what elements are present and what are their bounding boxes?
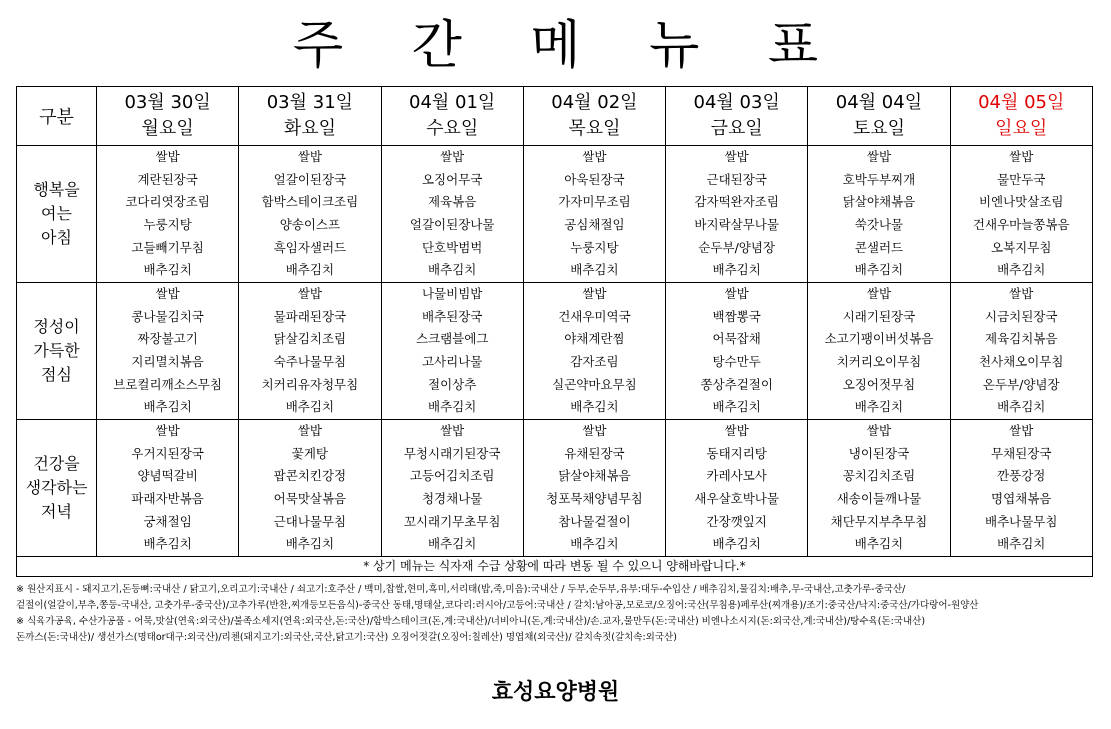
page-title: 주 간 메 뉴 표: [292, 16, 845, 76]
menu-item: 쌀밥: [155, 286, 180, 302]
menu-item: 온두부/양념장: [982, 376, 1060, 392]
menu-item: 쌀밥: [155, 149, 180, 165]
menu-item: 깐풍강정: [997, 468, 1046, 484]
menu-item: 배추김치: [428, 536, 477, 552]
menu-item: 동태지리탕: [706, 445, 767, 461]
menu-item: 쌀밥: [866, 423, 892, 439]
day-header: [666, 87, 808, 146]
menu-item: 파래자반볶음: [131, 491, 204, 506]
menu-item: 무채된장국: [991, 445, 1052, 461]
day-header: [808, 87, 950, 146]
menu-item: 고들빼기무침: [131, 239, 204, 255]
menu-item: 오징어무국: [421, 171, 483, 187]
menu-item: 얼갈이된장국: [273, 171, 347, 187]
day-date: 04월 04일: [835, 92, 923, 113]
menu-item: 천사채오이무침: [978, 354, 1064, 369]
menu-item: 청포묵채양념무침: [546, 491, 643, 506]
day-weekday: 월요일: [141, 118, 194, 139]
menu-item: 명엽채볶음: [991, 491, 1052, 506]
day-weekday: 금요일: [710, 118, 763, 139]
menu-item: 간장깻잎지: [706, 513, 767, 529]
menu-item: 지리멸치볶음: [131, 354, 204, 369]
menu-item: 쑥갓나물: [854, 217, 904, 232]
menu-cell: [808, 146, 950, 283]
menu-item: 꼬시래기무초무침: [403, 513, 501, 529]
menu-item: 참나물겉절이: [558, 513, 631, 529]
menu-cell: [97, 146, 239, 283]
meal-row: [17, 420, 1093, 557]
menu-cell: [523, 420, 665, 557]
menu-item: 아욱된장국: [564, 171, 625, 187]
menu-item: 소고기팽이버섯볶음: [824, 331, 934, 347]
origin-notes: [16, 582, 1092, 646]
menu-item: 절이상추: [428, 376, 477, 392]
menu-item: 배추김치: [143, 399, 192, 415]
origin-line: ※ 원산지표시 - 돼지고기,돈등뼈:국내산 / 닭고기,오리고기:국내산 / 쇠고기:호주산 / 백미,찹쌀,현미,흑미,서리태(밥,죽,미음):국내산 / 두부,순두부,유부:대두-수입산 / 배추김치,물김치:배추,무-국내산,고춧가루-중국산/: [16, 584, 906, 595]
menu-item: 근대된장국: [706, 171, 767, 187]
menu-item: 쌀밥: [582, 149, 607, 165]
menu-item: 쌀밥: [297, 423, 322, 439]
menu-item: 스크램블에그: [415, 331, 489, 347]
menu-cell: [97, 420, 239, 557]
menu-cell: [381, 283, 523, 420]
menu-item: 건새우마늘쫑볶음: [972, 217, 1070, 232]
menu-item: 청경채나물: [421, 491, 483, 506]
menu-item: 쌀밥: [297, 149, 322, 165]
menu-item: 새우살호박나물: [694, 491, 779, 506]
menu-item: 배추김치: [570, 399, 619, 415]
menu-item: 호박두부찌개: [842, 171, 916, 187]
meal-label-line: 아침: [41, 228, 72, 247]
menu-item: 유채된장국: [564, 445, 625, 461]
menu-item: 쌀밥: [155, 423, 180, 439]
menu-item: 배추김치: [712, 399, 761, 415]
meal-label-line: 정성이: [33, 317, 80, 336]
day-date: 04월 03일: [693, 92, 780, 113]
weekly-menu-table: [16, 86, 1093, 577]
notice-text: * 상기 메뉴는 식자재 수급 상황에 따라 변동 될 수 있으니 양해바랍니다.*: [17, 557, 1093, 577]
meal-label-line: 행복을: [33, 180, 80, 199]
menu-cell: [523, 146, 665, 283]
meal-label: [17, 283, 97, 420]
menu-item: 얼갈이된장나물: [409, 217, 495, 232]
menu-item: 공심채절임: [564, 217, 625, 232]
menu-item: 쌀밥: [582, 423, 607, 439]
menu-item: 탕수만두: [712, 354, 761, 369]
day-date: 04월 05일: [978, 92, 1065, 113]
menu-item: 쌀밥: [724, 149, 749, 165]
menu-item: 쌀밥: [866, 286, 892, 302]
menu-item: 짜장불고기: [137, 331, 198, 347]
day-weekday: 화요일: [283, 118, 336, 139]
menu-item: 함박스테이크조림: [261, 194, 359, 210]
menu-item: 비엔나맛살조림: [978, 194, 1064, 210]
menu-item: 배추나물무침: [985, 513, 1058, 529]
menu-item: 제육볶음: [428, 194, 477, 210]
menu-item: 치커리오이무침: [836, 354, 922, 369]
day-weekday: 수요일: [426, 118, 479, 139]
menu-cell: [950, 420, 1092, 557]
day-header: [97, 87, 239, 146]
day-header: [381, 87, 523, 146]
menu-item: 채단무지부추무침: [830, 513, 928, 529]
menu-item: 배추김치: [143, 536, 192, 552]
day-date: 04월 02일: [551, 92, 638, 113]
menu-cell: [381, 146, 523, 283]
menu-item: 카레사모사: [706, 468, 767, 484]
menu-item: 쫑상추겉절이: [700, 376, 773, 392]
menu-item: 나물비빔밥: [421, 286, 483, 302]
menu-item: 오징어젓무침: [842, 376, 916, 392]
menu-item: 배추된장국: [421, 308, 483, 324]
menu-item: 양송이스프: [279, 217, 341, 232]
menu-item: 배추김치: [854, 399, 904, 415]
menu-item: 쌀밥: [440, 149, 465, 165]
menu-item: 단호박범벅: [421, 239, 483, 255]
menu-item: 고등어김치조림: [409, 468, 495, 484]
menu-item: 궁채절임: [143, 513, 192, 529]
menu-item: 배추김치: [285, 536, 335, 552]
menu-item: 배추김치: [570, 536, 619, 552]
menu-item: 배추김치: [428, 262, 477, 278]
menu-item: 쌀밥: [1009, 149, 1034, 165]
menu-item: 쌀밥: [866, 149, 892, 165]
origin-line: ※ 식육가공육, 수산가공품 - 어묵,맛살(연육:외국산)/불족소세지(연육:외국산,돈:국산)/함박스테이크(돈,계:국내산)/너비아니(돈,계:국내산)/손.교자,물만두(돈:국내산) 비엔나소시지(돈:외국산,계:국내산)/탕수육(돈:국내산): [16, 616, 926, 627]
day-weekday: 목요일: [568, 118, 621, 139]
menu-item: 닭살김치조림: [273, 331, 347, 347]
menu-item: 무청시래기된장국: [403, 445, 501, 461]
menu-item: 배추김치: [143, 262, 192, 278]
menu-cell: [523, 283, 665, 420]
meal-label-line: 생각하는: [25, 478, 88, 497]
menu-item: 흑임자샐러드: [273, 239, 347, 255]
origin-line: 돈까스(돈:국내산)/ 생선가스(명태or대구:외국산)/리첸(돼지고기:외국산,국산,닭고기:국산) 오징어젓갈(오징어:칠레산) 명엽채(외국산)/ 갈치속젓(갈치속:외국산): [16, 632, 677, 643]
meal-row: [17, 146, 1093, 283]
menu-cell: [666, 420, 808, 557]
menu-item: 배추김치: [285, 262, 335, 278]
day-date: 04월 01일: [409, 92, 496, 113]
menu-item: 배추김치: [854, 536, 904, 552]
menu-item: 백짬뽕국: [712, 308, 761, 324]
menu-item: 오복지무침: [991, 239, 1052, 255]
menu-item: 새송이들깨나물: [836, 491, 922, 506]
menu-item: 계란된장국: [137, 171, 198, 187]
menu-item: 치커리유자청무침: [261, 376, 359, 392]
menu-item: 양념떡갈비: [137, 468, 198, 484]
origin-line: 겉절이(얼갈이,부추,쫑등-국내산, 고춧가루-중국산)/고추가루(반찬,찌개등모든음식)-중국산 동태,명태살,코다리:러시아/고등어:국내산 / 갈치:남아공,모로코/오징어:국산(무침용)페루산(찌개용)/조기:중국산/낙지:중국산/가다랑어-원양산: [16, 600, 979, 611]
menu-item: 배추김치: [712, 262, 761, 278]
menu-item: 배추김치: [997, 262, 1046, 278]
menu-item: 냉이된장국: [848, 445, 910, 461]
hospital-name: 효성요양병원: [491, 680, 620, 705]
menu-item: 숙주나물무침: [273, 354, 347, 369]
menu-item: 누룽지탕: [143, 217, 192, 232]
day-date: 03월 30일: [124, 92, 211, 113]
menu-item: 콘샐러드: [854, 239, 904, 255]
menu-cell: [239, 420, 381, 557]
menu-item: 팝콘치킨강정: [273, 468, 347, 484]
menu-item: 쌀밥: [297, 286, 322, 302]
meal-label-line: 건강을: [33, 454, 80, 473]
menu-cell: [97, 283, 239, 420]
menu-item: 쌀밥: [440, 423, 465, 439]
menu-cell: [808, 283, 950, 420]
day-header: [239, 87, 381, 146]
day-weekday: 토요일: [852, 118, 906, 139]
menu-item: 우거지된장국: [131, 445, 204, 461]
menu-cell: [239, 146, 381, 283]
menu-item: 물파래된장국: [273, 308, 347, 324]
day-weekday: 일요일: [995, 118, 1048, 139]
menu-item: 배추김치: [997, 536, 1046, 552]
menu-item: 꽁치김치조림: [842, 468, 916, 484]
menu-cell: [381, 420, 523, 557]
menu-item: 배추김치: [854, 262, 904, 278]
menu-cell: [239, 283, 381, 420]
day-header: [523, 87, 665, 146]
category-header: 구분: [17, 87, 97, 146]
menu-item: 가자미무조림: [558, 194, 631, 210]
menu-item: 쌀밥: [582, 286, 607, 302]
menu-item: 순두부/양념장: [698, 239, 776, 255]
menu-item: 실곤약마요무침: [552, 376, 637, 392]
meal-row: [17, 283, 1093, 420]
menu-item: 시래기된장국: [842, 308, 916, 324]
menu-item: 배추김치: [285, 399, 335, 415]
notice-row: [17, 557, 1093, 577]
menu-item: 배추김치: [712, 536, 761, 552]
menu-cell: [666, 283, 808, 420]
meal-label: [17, 420, 97, 557]
menu-item: 콩나물김치국: [131, 308, 204, 324]
menu-item: 어묵맛살볶음: [273, 491, 347, 506]
menu-item: 배추김치: [570, 262, 619, 278]
menu-item: 누룽지탕: [570, 239, 619, 255]
menu-item: 꽃게탕: [291, 445, 329, 461]
menu-item: 닭살야채볶음: [842, 194, 916, 210]
menu-item: 코다리엿장조림: [125, 194, 210, 210]
menu-item: 감자조림: [570, 354, 619, 369]
menu-item: 닭살야채볶음: [558, 468, 631, 484]
menu-item: 근대나물무침: [273, 513, 347, 529]
meal-label: [17, 146, 97, 283]
menu-item: 쌀밥: [724, 286, 749, 302]
menu-item: 바지락살무나물: [694, 217, 779, 232]
menu-item: 감자떡완자조림: [694, 194, 779, 210]
day-date: 03월 31일: [266, 92, 354, 113]
menu-cell: [808, 420, 950, 557]
menu-item: 건새우미역국: [558, 308, 631, 324]
menu-item: 쌀밥: [1009, 286, 1034, 302]
meal-label-line: 점심: [41, 365, 72, 384]
menu-item: 어묵잡채: [712, 331, 761, 347]
menu-cell: [666, 146, 808, 283]
meal-label-line: 여는: [41, 204, 72, 223]
menu-item: 쌀밥: [724, 423, 749, 439]
menu-item: 배추김치: [428, 399, 477, 415]
meal-label-line: 저녁: [41, 502, 72, 521]
menu-item: 야채계란찜: [564, 331, 625, 347]
menu-item: 배추김치: [997, 399, 1046, 415]
menu-item: 고사리나물: [421, 354, 483, 369]
menu-item: 시금치된장국: [985, 308, 1058, 324]
menu-cell: [950, 146, 1092, 283]
menu-cell: [950, 283, 1092, 420]
menu-item: 쌀밥: [1009, 423, 1034, 439]
menu-item: 브로컬리깨소스무침: [113, 376, 222, 392]
day-header: [950, 87, 1092, 146]
meal-label-line: 가득한: [33, 341, 80, 360]
menu-item: 물만두국: [997, 171, 1046, 187]
menu-item: 제육김치볶음: [985, 331, 1058, 347]
header-row: [17, 87, 1093, 146]
